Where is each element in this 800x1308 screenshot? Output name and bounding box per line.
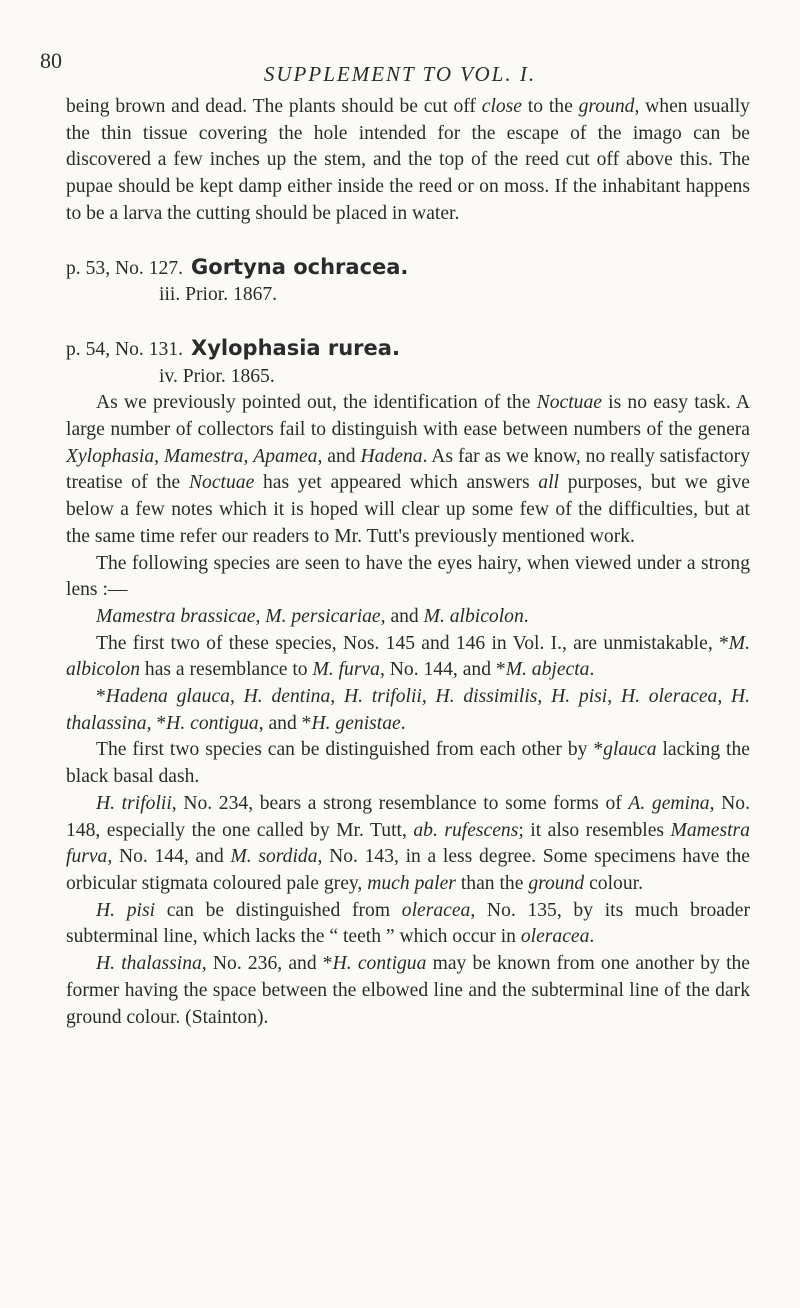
species-list-mamestra: Mamestra brassicae, M. persicariae, and M. albicolon.: [96, 605, 529, 627]
entry-species-name: Gortyna ochracea.: [191, 254, 409, 279]
paragraph-glauca: The first two species can be distinguished from each other by *glauca lacking the black basal dash.: [66, 739, 750, 788]
page-header: [40, 48, 760, 88]
intro-paragraph: being brown and dead. The plants should be cut off close to the ground, when usually the thin tissue covering the hole intended for the escape of the imago can be discovered a few inches up the stem, and the top of the reed cut off above this. The pupae should be kept damp either inside the reed or on moss. If the inhabitant happens to be a larva the cutting should be placed in water.: [66, 96, 750, 224]
entry-reference: p. 54, No. 131.: [66, 338, 184, 360]
paragraph-hairy-eyes: The following species are seen to have the eyes hairy, when viewed under a strong lens :—: [66, 552, 750, 601]
paragraph-identification: As we previously pointed out, the identification of the Noctuae is no easy task. A large number of collectors fail to distinguish with ease between numbers of the genera Xylophasia, Mamestra, Apamea, and Hadena. As far as we know, no really satisfactory treatise of the Noctuae has yet appeared which answers all purposes, but we give below a few notes which it is hoped will clear up some few of the difficulties, but at the same time refer our readers to Mr. Tutt's previously mentioned work.: [66, 392, 751, 547]
entry-species-name: Xylophasia rurea.: [191, 335, 400, 360]
species-entry: [66, 254, 750, 309]
entry-note: iv. Prior. 1865.: [159, 365, 275, 387]
species-list-hadena: *Hadena glauca, H. dentina, H. trifolii, H. dissimilis, H. pisi, H. oleracea, H. thalassina, *H. contigua, and *H. genistae.: [66, 686, 751, 734]
running-head: SUPPLEMENT TO VOL. I.: [263, 62, 537, 86]
paragraph-pisi: H. pisi can be distinguished from oleracea, No. 135, by its much broader subterminal line, which lacks the “ teeth ” which occur in oleracea.: [66, 899, 750, 948]
paragraph-thalassina: H. thalassina, No. 236, and *H. contigua may be known from one another by the former having the space between the elbowed line and the subterminal line of the dark ground colour. (Stainton).: [66, 953, 751, 1028]
page-body: [66, 94, 750, 1031]
paragraph-first-two: The first two of these species, Nos. 145 and 146 in Vol. I., are unmistakable, *M. albicolon has a resemblance to M. furva, No. 144, and *M. abjecta.: [66, 632, 750, 681]
paragraph-trifolii: H. trifolii, No. 234, bears a strong resemblance to some forms of A. gemina, No. 148, especially the one called by Mr. Tutt, ab. rufescens; it also resembles Mamestra furva, No. 144, and M. sordida, No. 143, in a less degree. Some specimens have the orbicular stigmata coloured pale grey, much paler than the ground colour.: [66, 792, 750, 894]
entry-note: iii. Prior. 1867.: [159, 284, 278, 306]
species-entry: [66, 335, 750, 390]
entry-reference: p. 53, No. 127.: [66, 257, 184, 279]
page-number: 80: [40, 48, 62, 73]
